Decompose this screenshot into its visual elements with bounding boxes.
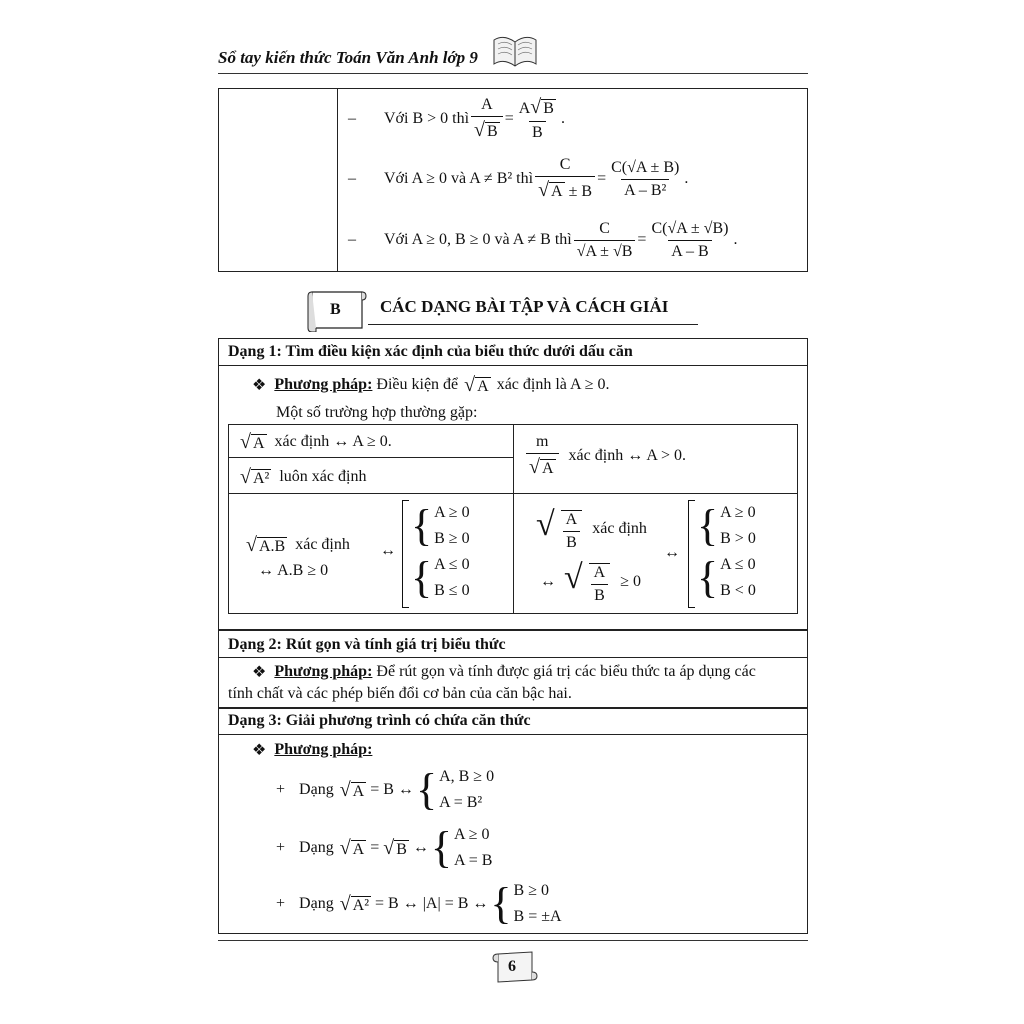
dang1-cases-intro: Một số trường hợp thường gặp: [276,404,478,421]
dang3-method: ❖ Phương pháp: [252,741,373,759]
header-rule [218,73,808,74]
formula-row-2: – Với A ≥ 0 và A ≠ B² thì $\frac{C}{√ A \pm B}$ = $\frac{C(√A \pm B)}{\text{A – B²}}$ . [348,156,689,201]
equiv-arrow: ↔ [380,542,396,559]
dang2-method: ❖ Phương pháp: Để rút gọn và tính được giá trị các biểu thức ta áp dụng các [252,663,756,681]
equiv-arrow: ↔ [664,544,680,561]
section-badge: B [330,301,341,318]
footer-rule [218,940,808,941]
formula-row-3: – Với A ≥ 0, B ≥ 0 và A ≠ B thì $\frac{C}{√A \pm √B}$ = $\frac{C(√A \pm √B)}{A - B}$ . [348,219,738,260]
case-sqrt-ab-systems: { A ≥ 0 B ≥ 0 { A ≤ 0 B ≤ 0 [402,500,470,608]
dang3-form-1: + Dạng √ A = B ↔ { A, B ≥ 0 A = B² [276,765,495,814]
case-sqrt-a: √ A xác định ↔ A ≥ 0. [240,430,392,453]
diamond-bullet-icon: ❖ [252,377,267,394]
dang1-title: Dạng 1: Tìm điều kiện xác định của biểu thức dưới dấu căn [228,343,633,360]
dang2-title: Dạng 2: Rút gọn và tính giá trị biểu thức [228,636,506,653]
running-header: Sổ tay kiến thức Toán Văn Anh lớp 9 [218,48,478,67]
section-title: CÁC DẠNG BÀI TẬP VÀ CÁCH GIẢI [380,297,669,316]
dang1-title-rule [218,365,808,366]
diamond-bullet-icon: ❖ [252,664,267,681]
case-sqrt-ab: √ A.B xác định [246,533,350,556]
dang3-form-2: + Dạng √ A = √ B ↔ { A ≥ 0 A = B [276,823,493,872]
dang2-method-cont: tính chất và các phép biến đổi cơ bản của căn bậc hai. [228,685,572,702]
dang1-method: ❖ Phương pháp: Điều kiện để √ A xác định là A ≥ 0. [252,373,610,396]
formula-row-1: – Với B > 0 thì $\frac{A}{√ B}$ = $\frac{A√ B}{B}$ . [348,96,565,141]
diamond-bullet-icon: ❖ [252,742,267,759]
dang3-title: Dạng 3: Giải phương trình có chứa căn thức [228,712,531,729]
table-divider [337,88,338,272]
open-book-icon [490,30,540,70]
case-sqrt-a-over-b-systems: { A ≥ 0 B > 0 { A ≤ 0 B < 0 [688,500,756,608]
section-title-underline [368,324,698,325]
case-sqrt-ab-equiv: ↔ A.B ≥ 0 [258,562,329,579]
case-sqrt-a-over-b: √ $\frac{A}{B}$ xác định [536,505,647,552]
case-sqrt-a-squared: √ A² luôn xác định [240,465,367,488]
dang3-form-3: + Dạng √ A² = B ↔ |A| = B ↔ { B ≥ 0 B = ±A [276,879,562,928]
case-m-over-sqrt-a: $\frac{m}{√ A}$ xác định ↔ A > 0. [524,432,686,480]
page-number: 6 [508,958,516,975]
case-sqrt-a-over-b-equiv: ↔ √ $\frac{A}{B}$ ≥ 0 [540,558,642,605]
